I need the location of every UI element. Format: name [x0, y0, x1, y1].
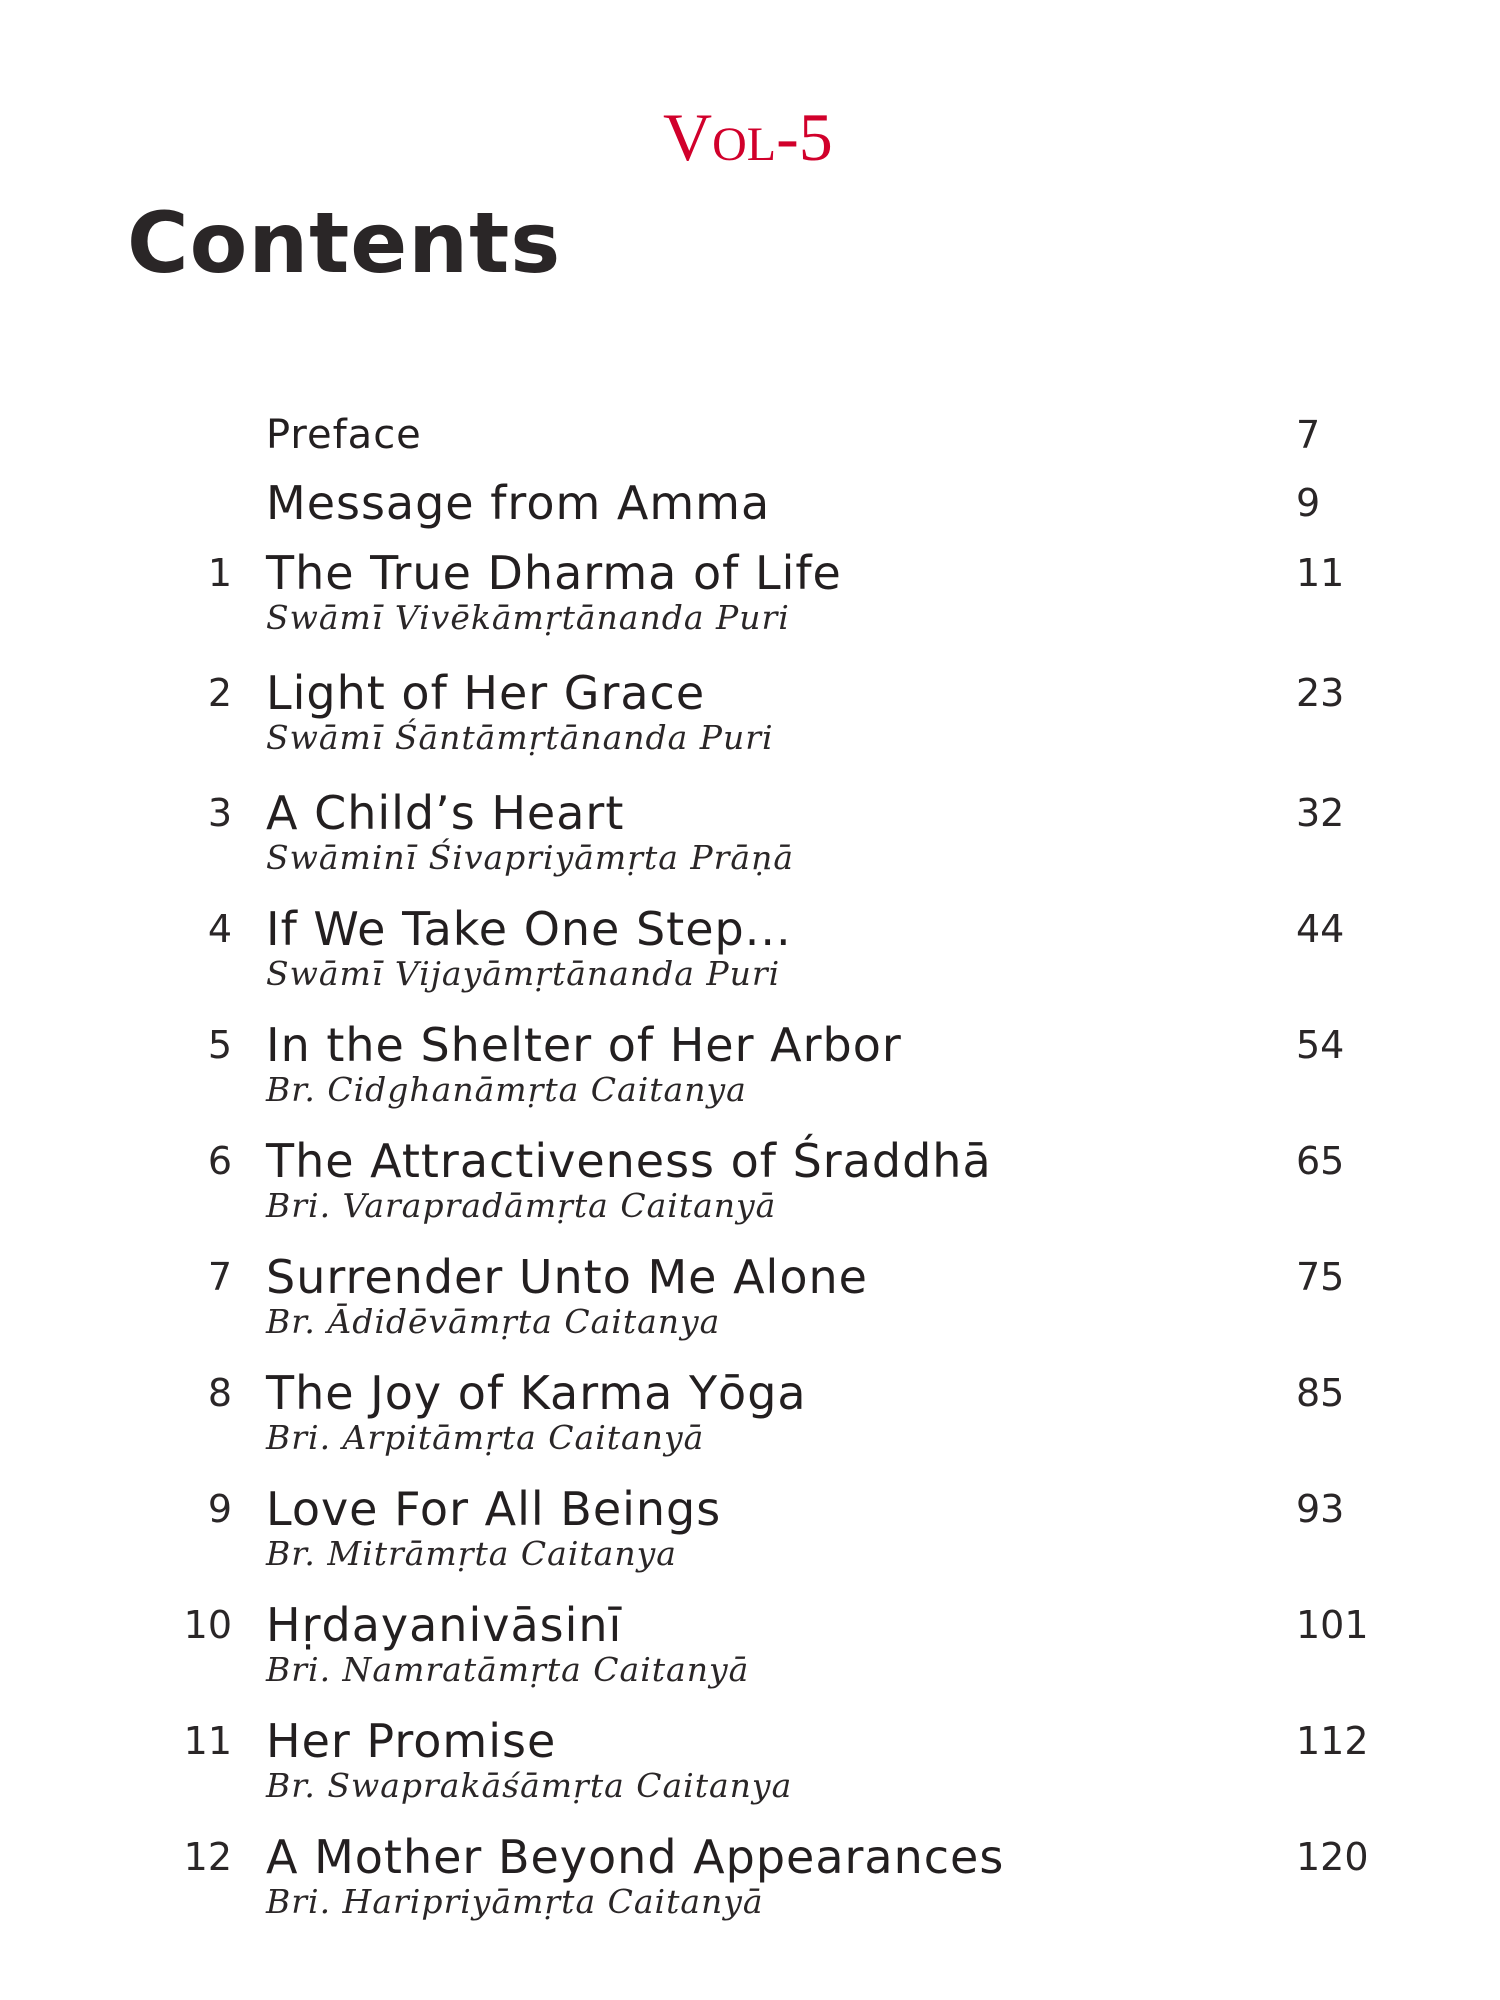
- chapter-page: 120: [1296, 1835, 1369, 1879]
- toc-entry-chapter[interactable]: [0, 548, 1500, 648]
- chapter-author: Swāminī Śivapriyāmṛta Prāṇā: [266, 838, 794, 877]
- chapter-number: 12: [183, 1835, 232, 1879]
- toc-entry-chapter[interactable]: [0, 1832, 1500, 1932]
- chapter-author: Bri. Varapradāmṛta Caitanyā: [266, 1186, 777, 1225]
- chapter-page: 93: [1296, 1487, 1345, 1531]
- chapter-page: 101: [1296, 1603, 1369, 1647]
- chapter-number: 10: [183, 1603, 232, 1647]
- chapter-page: 54: [1296, 1023, 1345, 1067]
- chapter-author: Bri. Arpitāmṛta Caitanyā: [266, 1418, 705, 1457]
- chapter-page: 85: [1296, 1371, 1345, 1415]
- chapter-number: 5: [207, 1023, 232, 1067]
- toc-entry-chapter[interactable]: [0, 1368, 1500, 1468]
- toc-entry-chapter[interactable]: [0, 1600, 1500, 1700]
- chapter-title: Light of Her Grace: [266, 666, 706, 720]
- chapter-author: Br. Ādidēvāmṛta Caitanya: [266, 1302, 721, 1341]
- chapter-title: The True Dharma of Life: [266, 546, 842, 600]
- chapter-title: A Child’s Heart: [266, 786, 625, 840]
- chapter-title: In the Shelter of Her Arbor: [266, 1018, 902, 1072]
- chapter-author: Br. Mitrāmṛta Caitanya: [266, 1534, 677, 1573]
- chapter-author: Swāmī Śāntāmṛtānanda Puri: [266, 718, 774, 757]
- chapter-number: 6: [207, 1139, 232, 1183]
- chapter-page: 44: [1296, 907, 1345, 951]
- entry-page: 7: [1296, 413, 1321, 457]
- entry-page: 9: [1296, 481, 1321, 525]
- chapter-page: 23: [1296, 671, 1345, 715]
- entry-title: Preface: [266, 412, 422, 458]
- chapter-author: Bri. Haripriyāmṛta Caitanyā: [266, 1882, 764, 1921]
- chapter-number: 9: [207, 1487, 232, 1531]
- chapter-page: 11: [1296, 551, 1345, 595]
- chapter-number: 2: [207, 671, 232, 715]
- chapter-number: 8: [207, 1371, 232, 1415]
- chapter-title: Hṛdayanivāsinī: [266, 1598, 623, 1652]
- chapter-number: 11: [183, 1719, 232, 1763]
- chapter-page: 112: [1296, 1719, 1369, 1763]
- volume-label: Vol-5: [663, 99, 833, 175]
- chapter-number: 7: [207, 1255, 232, 1299]
- chapter-number: 3: [207, 791, 232, 835]
- chapter-title: Surrender Unto Me Alone: [266, 1250, 868, 1304]
- chapter-author: Swāmī Vivēkāmṛtānanda Puri: [266, 598, 790, 637]
- toc-entry-chapter[interactable]: [0, 788, 1500, 888]
- chapter-author: Swāmī Vijayāmṛtānanda Puri: [266, 954, 781, 993]
- chapter-number: 1: [207, 551, 232, 595]
- chapter-author: Bri. Namratāmṛta Caitanyā: [266, 1650, 750, 1689]
- toc-entry-chapter[interactable]: [0, 1136, 1500, 1236]
- entry-title: Message from Amma: [266, 476, 771, 530]
- chapter-page: 32: [1296, 791, 1345, 835]
- toc-entry-chapter[interactable]: [0, 1252, 1500, 1352]
- toc-entry-chapter[interactable]: [0, 1484, 1500, 1584]
- chapter-title: Love For All Beings: [266, 1482, 722, 1536]
- page-title: Contents: [127, 194, 562, 292]
- toc-entry-chapter[interactable]: [0, 1020, 1500, 1120]
- chapter-number: 4: [207, 907, 232, 951]
- chapter-author: Br. Cidghanāmṛta Caitanya: [266, 1070, 747, 1109]
- chapter-title: Her Promise: [266, 1714, 557, 1768]
- toc-entry-chapter[interactable]: [0, 668, 1500, 768]
- chapter-page: 65: [1296, 1139, 1345, 1183]
- chapter-author: Br. Swaprakāśāmṛta Caitanya: [266, 1766, 793, 1805]
- chapter-title: A Mother Beyond Appearances: [266, 1830, 1005, 1884]
- chapter-title: The Attractiveness of Śraddhā: [266, 1134, 992, 1188]
- chapter-page: 75: [1296, 1255, 1345, 1299]
- chapter-title: If We Take One Step...: [266, 902, 792, 956]
- toc-entry-chapter[interactable]: [0, 1716, 1500, 1816]
- toc-entry-chapter[interactable]: [0, 904, 1500, 1004]
- chapter-title: The Joy of Karma Yōga: [266, 1366, 807, 1420]
